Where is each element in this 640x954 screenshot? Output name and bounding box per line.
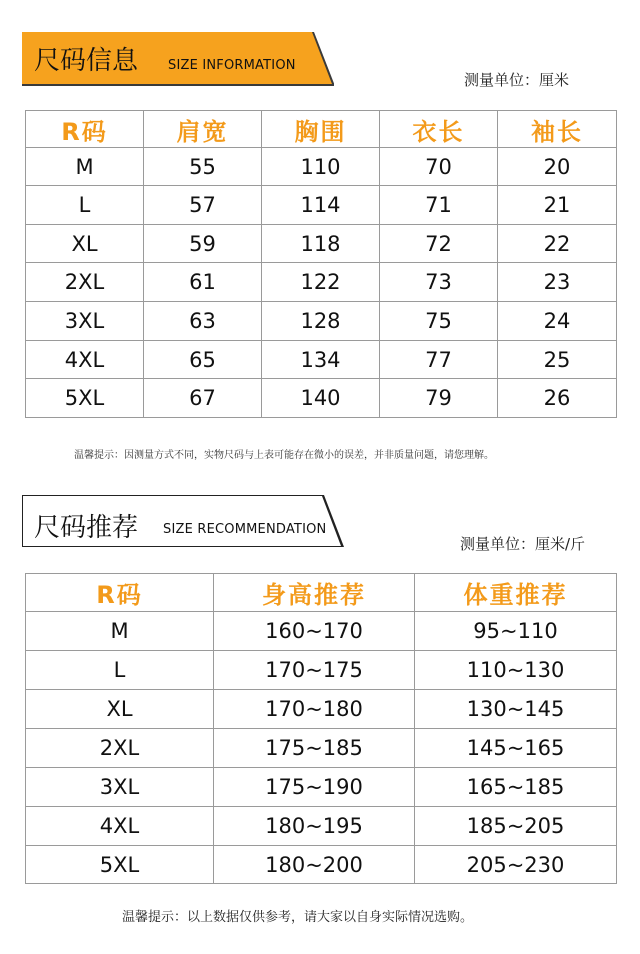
size-recommend-header-row: [26, 574, 617, 612]
cell-size: L: [26, 186, 144, 225]
cell-value: 110~130: [415, 651, 617, 690]
cell-value: 24: [498, 302, 617, 341]
cell-size: 3XL: [26, 768, 214, 807]
table-row: [26, 768, 617, 807]
table-row: [26, 807, 617, 846]
cell-size: M: [26, 612, 214, 651]
cell-value: 128: [262, 302, 380, 341]
cell-value: 114: [262, 186, 380, 225]
cell-value: 134: [262, 341, 380, 379]
header-sleeve: 袖长: [498, 111, 617, 148]
cell-value: 175~185: [214, 729, 415, 768]
header-weight: 体重推荐: [415, 574, 617, 612]
size-recommend-subtitle: SIZE RECOMMENDATION: [163, 522, 327, 537]
size-recommend-table: [25, 573, 617, 884]
cell-value: 122: [262, 263, 380, 302]
size-info-unit: 测量单位：厘米: [464, 71, 570, 89]
cell-value: 95~110: [415, 612, 617, 651]
cell-size: 2XL: [26, 729, 214, 768]
cell-size: 5XL: [26, 379, 144, 418]
cell-value: 63: [144, 302, 262, 341]
table-row: [26, 379, 617, 418]
table-row: [26, 186, 617, 225]
cell-size: 4XL: [26, 341, 144, 379]
table-row: [26, 651, 617, 690]
size-info-note: 温馨提示：因测量方式不同，实物尺码与上表可能存在微小的误差，并非质量问题，请您理解。: [74, 450, 494, 461]
cell-value: 75: [380, 302, 498, 341]
cell-value: 55: [144, 148, 262, 186]
size-info-header-row: [26, 111, 617, 148]
cell-value: 180~200: [214, 846, 415, 884]
header-size: R码: [26, 111, 144, 148]
cell-value: 73: [380, 263, 498, 302]
cell-value: 71: [380, 186, 498, 225]
cell-value: 22: [498, 225, 617, 263]
header-size: R码: [26, 574, 214, 612]
table-row: [26, 225, 617, 263]
size-recommend-banner: [22, 495, 352, 549]
cell-value: 118: [262, 225, 380, 263]
cell-size: XL: [26, 225, 144, 263]
cell-value: 21: [498, 186, 617, 225]
cell-value: 25: [498, 341, 617, 379]
table-row: [26, 148, 617, 186]
table-row: [26, 263, 617, 302]
cell-value: 140: [262, 379, 380, 418]
size-info-banner: [22, 32, 342, 88]
cell-value: 110: [262, 148, 380, 186]
cell-size: L: [26, 651, 214, 690]
cell-value: 185~205: [415, 807, 617, 846]
header-chest: 胸围: [262, 111, 380, 148]
size-recommend-title: 尺码推荐: [34, 513, 139, 543]
cell-size: M: [26, 148, 144, 186]
cell-value: 130~145: [415, 690, 617, 729]
table-row: [26, 341, 617, 379]
table-row: [26, 302, 617, 341]
size-info-title: 尺码信息: [34, 46, 139, 76]
size-info-subtitle: SIZE INFORMATION: [168, 58, 296, 73]
size-recommend-unit: 测量单位：厘米/斤: [460, 535, 586, 553]
table-row: [26, 612, 617, 651]
header-shoulder: 肩宽: [144, 111, 262, 148]
cell-value: 180~195: [214, 807, 415, 846]
cell-size: 4XL: [26, 807, 214, 846]
cell-value: 77: [380, 341, 498, 379]
cell-value: 70: [380, 148, 498, 186]
cell-value: 79: [380, 379, 498, 418]
cell-value: 170~175: [214, 651, 415, 690]
cell-value: 205~230: [415, 846, 617, 884]
header-height: 身高推荐: [214, 574, 415, 612]
cell-size: 5XL: [26, 846, 214, 884]
cell-value: 72: [380, 225, 498, 263]
cell-value: 175~190: [214, 768, 415, 807]
cell-size: 2XL: [26, 263, 144, 302]
header-length: 衣长: [380, 111, 498, 148]
cell-value: 26: [498, 379, 617, 418]
cell-value: 61: [144, 263, 262, 302]
cell-value: 65: [144, 341, 262, 379]
table-row: [26, 846, 617, 884]
size-info-table: [25, 110, 617, 418]
cell-size: 3XL: [26, 302, 144, 341]
cell-value: 165~185: [415, 768, 617, 807]
cell-value: 23: [498, 263, 617, 302]
cell-value: 20: [498, 148, 617, 186]
table-row: [26, 690, 617, 729]
table-row: [26, 729, 617, 768]
cell-size: XL: [26, 690, 214, 729]
cell-value: 145~165: [415, 729, 617, 768]
size-recommend-note: 温馨提示：以上数据仅供参考，请大家以自身实际情况选购。: [122, 910, 474, 925]
cell-value: 59: [144, 225, 262, 263]
cell-value: 57: [144, 186, 262, 225]
cell-value: 67: [144, 379, 262, 418]
cell-value: 170~180: [214, 690, 415, 729]
cell-value: 160~170: [214, 612, 415, 651]
